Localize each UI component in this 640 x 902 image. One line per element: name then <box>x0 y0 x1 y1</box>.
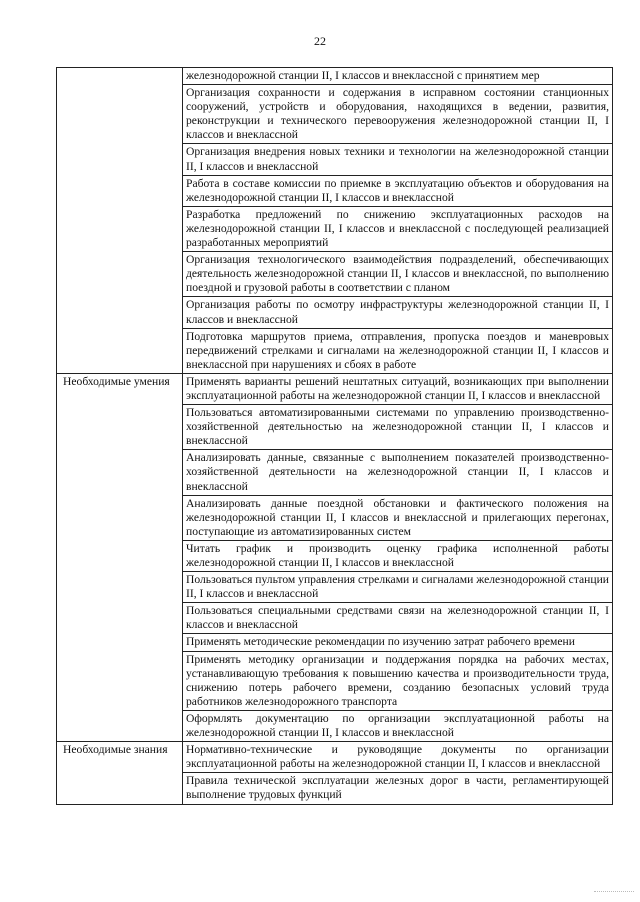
requirement-item: Оформлять документацию по организации эксплуатационной работы на железнодорожной станции II, I классов и внеклассной <box>183 710 613 741</box>
requirement-item: Пользоваться специальными средствами связи на железнодорожной станции II, I классов и внеклассной <box>183 603 613 634</box>
requirement-item: Правила технической эксплуатации железных дорог в части, регламентирующей выполнение трудовых функций <box>183 773 613 804</box>
section-label: Необходимые умения <box>57 373 183 741</box>
requirement-item: Работа в составе комиссии по приемке в эксплуатацию объектов и оборудования на железнодорожной станции II, I классов и внеклассной <box>183 175 613 206</box>
requirement-item: Пользоваться автоматизированными системами по управлению производственно-хозяйственной деятельностью на железнодорожной станции II, I классов и внеклассной <box>183 405 613 450</box>
page-number: 22 <box>314 34 326 48</box>
requirement-item: Применять варианты решений нештатных ситуаций, возникающих при выполнении эксплуатационной работы на железнодорожной станции II, I классов и внеклассной <box>183 373 613 404</box>
requirement-item: Подготовка маршрутов приема, отправления, пропуска поездов и маневровых передвижений стрелками и сигналами на железнодорожной станции II, I классов и внеклассной при нарушениях и сбоях в работе <box>183 328 613 373</box>
section-label: Необходимые знания <box>57 742 183 804</box>
requirements-table <box>56 67 613 805</box>
requirement-item: Разработка предложений по снижению эксплуатационных расходов на железнодорожной станции II, I классов и внеклассной с последующей реализацией разработанных мероприятий <box>183 206 613 251</box>
requirement-item: Применять методику организации и поддержания порядка на рабочих местах, устанавливающую требования к повышению качества и производительности труда, снижению потерь рабочего времени, созданию безопасных условий труда работников железнодорожного транспорта <box>183 651 613 710</box>
requirement-item: Анализировать данные поездной обстановки и фактического положения на железнодорожной станции II, I классов и внеклассной и прилегающих перегонах, поступающие из автоматизированных систем <box>183 495 613 540</box>
requirement-item: Анализировать данные, связанные с выполнением показателей производственно-хозяйственной деятельности на железнодорожной станции II, I классов и внеклассной <box>183 450 613 495</box>
table-row <box>57 68 613 85</box>
requirement-item: Организация сохранности и содержания в исправном состоянии станционных сооружений, устройств и оборудования, находящихся в ведении, развития, реконструкции и технического перевооружения железнодорожной станции II, I классов и внеклассной <box>183 85 613 144</box>
requirement-item: Организация работы по осмотру инфраструктуры железнодорожной станции II, I классов и внеклассной <box>183 297 613 328</box>
table-row <box>57 373 613 404</box>
requirement-item: Читать график и производить оценку графика исполненной работы железнодорожной станции II, I классов и внеклассной <box>183 540 613 571</box>
requirement-item: Применять методические рекомендации по изучению затрат рабочего времени <box>183 634 613 651</box>
requirement-item: Нормативно-технические и руководящие документы по организации эксплуатационной работы на железнодорожной станции II, I классов и внеклассной <box>183 742 613 773</box>
requirement-item: Организация внедрения новых техники и технологии на железнодорожной станции II, I классов и внеклассной <box>183 144 613 175</box>
requirement-item: железнодорожной станции II, I классов и внеклассной с принятием мер <box>183 68 613 85</box>
scan-edge-artifact <box>594 891 634 896</box>
table-row <box>57 742 613 773</box>
requirements-table-body <box>57 68 613 805</box>
requirement-item: Организация технологического взаимодействия подразделений, обеспечивающих деятельность железнодорожной станции II, I классов и внеклассной, по выполнению поездной и грузовой работы в соответствии с планом <box>183 252 613 297</box>
requirement-item: Пользоваться пультом управления стрелками и сигналами железнодорожной станции II, I классов и внеклассной <box>183 572 613 603</box>
section-label <box>57 68 183 374</box>
